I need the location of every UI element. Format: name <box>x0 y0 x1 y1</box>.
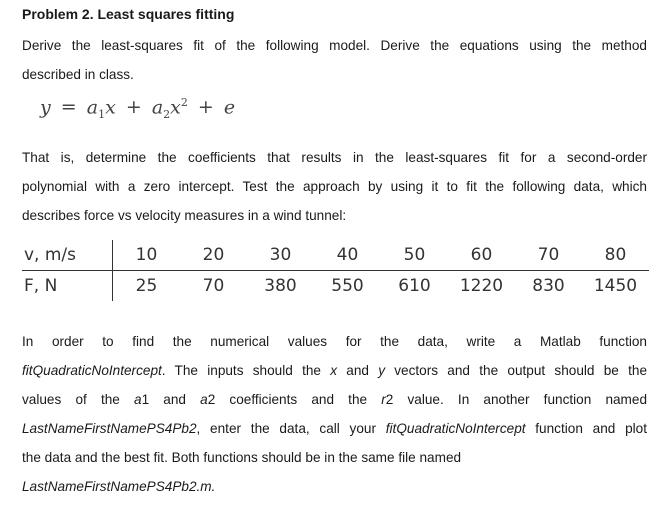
velocity-cell: 70 <box>515 240 582 271</box>
function-name: fitQuadraticNoIntercept <box>22 363 162 378</box>
velocity-cell: 50 <box>381 240 448 271</box>
eq-equals: = <box>60 96 77 119</box>
task-paragraph <box>22 327 647 501</box>
function-name: fitQuadraticNoIntercept <box>385 421 526 436</box>
eq-x1: x <box>105 96 116 119</box>
force-velocity-table <box>22 240 649 301</box>
intro-line: Derive the least-squares fit of the following model. Derive the equations using the method <box>22 38 647 53</box>
velocity-row <box>22 240 649 271</box>
task-text: vectors and the output should be the <box>385 363 648 378</box>
task-text: , enter the data, call your <box>196 421 386 436</box>
force-label: F, N <box>22 271 113 302</box>
problem-title: Problem 2. Least squares fitting <box>22 6 235 22</box>
task-text: function and plot <box>525 421 647 436</box>
intro-line: described in class. <box>22 67 134 82</box>
force-cell: 380 <box>264 276 297 296</box>
velocity-cell: 40 <box>314 240 381 271</box>
force-cell: 1450 <box>593 276 638 296</box>
var-r: r <box>381 392 386 407</box>
model-equation <box>40 96 235 121</box>
eq-a1: a <box>86 96 99 119</box>
velocity-cell: 30 <box>247 240 314 271</box>
task-text: . The inputs should the <box>161 363 331 378</box>
eq-plus2: + <box>197 96 214 119</box>
velocity-cell: 80 <box>582 240 649 271</box>
that-line: describes force vs velocity measures in a wind tunnel: <box>22 208 347 223</box>
that-line: That is, determine the coefficients that results in the least-squares fit for a second-order <box>22 150 647 165</box>
task-line <box>22 472 647 501</box>
task-line <box>22 385 647 414</box>
that-line: polynomial with a zero intercept. Test the approach by using it to fit the following data, which <box>22 179 647 194</box>
var-a: a <box>200 392 208 407</box>
eq-y: y <box>40 96 51 119</box>
eq-plus1: + <box>125 96 142 119</box>
var-a: a <box>134 392 142 407</box>
force-cell: 610 <box>398 276 431 296</box>
task-text: 1 and <box>141 392 201 407</box>
task-text: and <box>337 363 379 378</box>
var-y: y <box>378 363 385 378</box>
eq-a2-sub: 2 <box>163 108 171 122</box>
force-cell: 25 <box>135 276 158 296</box>
velocity-cell: 10 <box>113 240 181 271</box>
task-line <box>22 356 647 385</box>
file-name: LastNameFirstNamePS4Pb2.m. <box>22 479 216 494</box>
script-name: LastNameFirstNamePS4Pb2 <box>22 421 197 436</box>
task-text: 2 value. In another function named <box>385 392 648 407</box>
velocity-cell: 60 <box>448 240 515 271</box>
force-cell: 1220 <box>459 276 504 296</box>
velocity-label: v, m/s <box>22 240 113 271</box>
task-text: values of the <box>22 392 135 407</box>
force-cell: 70 <box>202 276 225 296</box>
force-row <box>22 271 649 302</box>
task-line: the data and the best fit. Both functions should be in the same file named <box>22 450 462 465</box>
var-x: x <box>330 363 338 378</box>
eq-a2: a <box>151 96 164 119</box>
eq-e: e <box>223 96 236 119</box>
force-cell: 550 <box>331 276 364 296</box>
task-line: In order to find the numerical values for the data, write a Matlab function <box>22 334 647 349</box>
task-line <box>22 414 647 443</box>
eq-a1-sub: 1 <box>98 108 106 122</box>
force-cell: 830 <box>532 276 565 296</box>
task-text: 2 coefficients and the <box>207 392 382 407</box>
eq-x2-sup: 2 <box>180 96 188 109</box>
eq-x2: x <box>170 96 181 119</box>
velocity-cell: 20 <box>180 240 247 271</box>
that-paragraph <box>22 143 647 230</box>
intro-paragraph <box>22 31 647 89</box>
